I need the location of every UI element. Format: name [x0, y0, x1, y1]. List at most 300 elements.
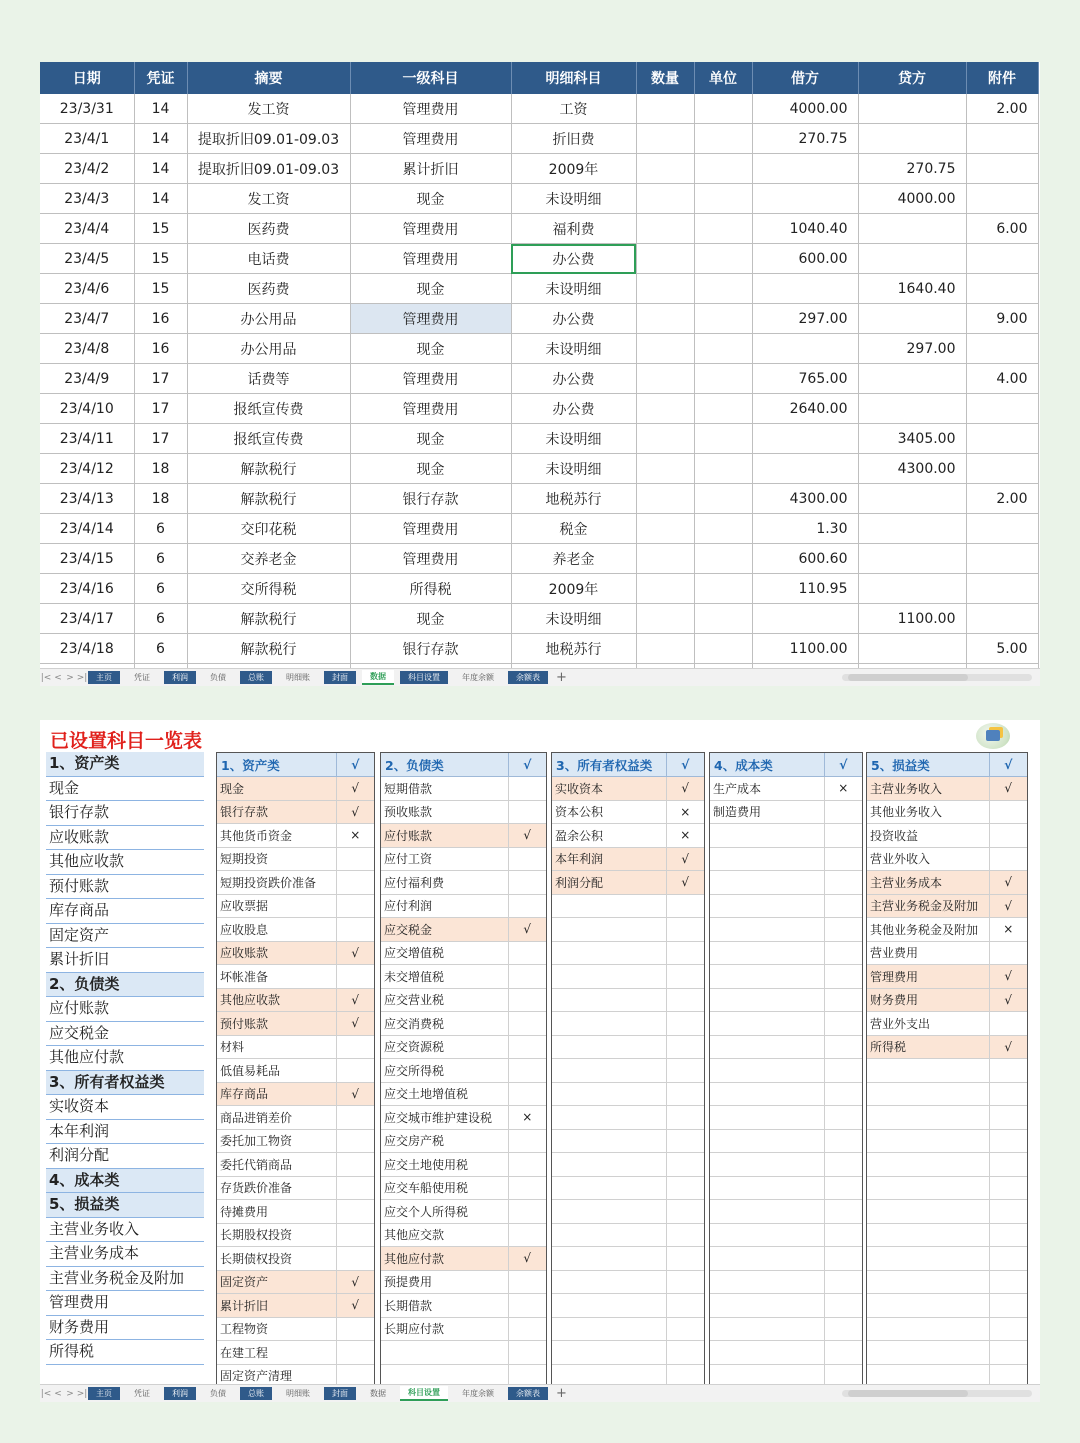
table-cell[interactable]: 270.75	[858, 154, 966, 184]
table-cell[interactable]: 6	[134, 514, 187, 544]
table-cell[interactable]: 办公费	[511, 304, 636, 334]
table-cell[interactable]	[694, 274, 752, 304]
table-cell[interactable]: 23/4/6	[40, 274, 134, 304]
table-cell[interactable]: 发工资	[187, 94, 350, 124]
subject-name-cell[interactable]	[867, 1223, 989, 1247]
subject-enabled-cell[interactable]	[508, 871, 546, 895]
subject-enabled-cell[interactable]	[666, 1176, 704, 1200]
table-cell[interactable]: 23/4/18	[40, 634, 134, 664]
table-cell[interactable]: 23/4/9	[40, 364, 134, 394]
table-cell[interactable]	[636, 244, 694, 274]
table-cell[interactable]: 解款税行	[187, 484, 350, 514]
sheet-nav-last-icon[interactable]: >|	[76, 1388, 88, 1399]
table-cell[interactable]: 累计折旧	[350, 154, 511, 184]
subject-enabled-cell[interactable]	[508, 847, 546, 871]
subject-enabled-cell[interactable]	[336, 1153, 374, 1177]
subject-name-cell[interactable]: 应交个人所得税	[381, 1200, 508, 1224]
subject-enabled-cell[interactable]	[824, 1035, 862, 1059]
subject-enabled-cell[interactable]	[824, 1129, 862, 1153]
table-cell[interactable]: 报纸宣传费	[187, 424, 350, 454]
subject-name-cell[interactable]: 委托代销商品	[217, 1153, 336, 1177]
table-cell[interactable]: 17	[134, 424, 187, 454]
table-cell[interactable]: 管理费用	[350, 544, 511, 574]
table-cell[interactable]	[966, 604, 1038, 634]
table-cell[interactable]: 6.00	[966, 214, 1038, 244]
subject-enabled-cell[interactable]	[989, 824, 1027, 848]
subject-enabled-cell[interactable]	[989, 1270, 1027, 1294]
subject-name-cell[interactable]: 管理费用	[867, 965, 989, 989]
table-cell[interactable]	[694, 184, 752, 214]
table-cell[interactable]	[694, 94, 752, 124]
subject-enabled-cell[interactable]	[824, 1294, 862, 1318]
subject-enabled-cell[interactable]	[824, 941, 862, 965]
table-cell[interactable]: 14	[134, 124, 187, 154]
subject-name-cell[interactable]	[867, 1059, 989, 1083]
subject-name-cell[interactable]	[552, 1364, 666, 1386]
table-cell[interactable]: 23/4/12	[40, 454, 134, 484]
table-cell[interactable]: 6	[134, 574, 187, 604]
table-cell[interactable]: 6	[134, 604, 187, 634]
subject-name-cell[interactable]: 短期投资	[217, 847, 336, 871]
table-cell[interactable]	[694, 124, 752, 154]
table-cell[interactable]	[694, 424, 752, 454]
top-sheet-tab[interactable]: 明细账	[286, 673, 310, 682]
subject-enabled-cell[interactable]	[989, 1223, 1027, 1247]
subject-name-cell[interactable]: 应交营业税	[381, 988, 508, 1012]
bottom-sheet-tab[interactable]: 凭证	[134, 1389, 150, 1398]
subject-name-cell[interactable]: 应交税金	[381, 918, 508, 942]
subject-enabled-cell[interactable]	[508, 1082, 546, 1106]
column-header[interactable]: 凭证	[134, 62, 187, 94]
table-cell[interactable]	[752, 424, 858, 454]
table-cell[interactable]: 医药费	[187, 214, 350, 244]
subject-enabled-cell[interactable]	[336, 1341, 374, 1365]
subject-enabled-cell[interactable]: ×	[824, 777, 862, 801]
sheet-nav-next-icon[interactable]: >	[66, 1388, 74, 1399]
top-sheet-tab[interactable]: 负债	[210, 673, 226, 682]
column-header[interactable]: 附件	[966, 62, 1038, 94]
subject-name-cell[interactable]: 长期借款	[381, 1294, 508, 1318]
subject-name-cell[interactable]	[552, 1317, 666, 1341]
subject-name-cell[interactable]	[710, 1012, 824, 1036]
table-cell[interactable]	[636, 604, 694, 634]
subject-enabled-cell[interactable]	[508, 800, 546, 824]
table-cell[interactable]: 银行存款	[350, 634, 511, 664]
subject-enabled-cell[interactable]	[666, 1035, 704, 1059]
subject-enabled-cell[interactable]	[508, 941, 546, 965]
subject-name-cell[interactable]: 应交资源税	[381, 1035, 508, 1059]
subject-name-cell[interactable]	[710, 1294, 824, 1318]
table-cell[interactable]	[636, 544, 694, 574]
subject-name-cell[interactable]: 预提费用	[381, 1270, 508, 1294]
table-cell[interactable]: 600.60	[752, 544, 858, 574]
subject-name-cell[interactable]: 坏帐准备	[217, 965, 336, 989]
table-cell[interactable]: 1640.40	[858, 274, 966, 304]
subject-name-cell[interactable]: 长期应付款	[381, 1317, 508, 1341]
subject-name-cell[interactable]	[710, 918, 824, 942]
subject-enabled-cell[interactable]	[989, 1059, 1027, 1083]
table-cell[interactable]: 未设明细	[511, 274, 636, 304]
table-cell[interactable]: 17	[134, 364, 187, 394]
subject-enabled-cell[interactable]: √	[508, 918, 546, 942]
subject-name-cell[interactable]	[552, 894, 666, 918]
subject-name-cell[interactable]	[552, 1176, 666, 1200]
table-cell[interactable]: 管理费用	[350, 364, 511, 394]
table-cell[interactable]: 23/4/17	[40, 604, 134, 634]
table-cell[interactable]: 1.30	[752, 514, 858, 544]
subject-name-cell[interactable]: 工程物资	[217, 1317, 336, 1341]
table-cell[interactable]: 4000.00	[752, 94, 858, 124]
subject-enabled-cell[interactable]	[824, 1176, 862, 1200]
table-cell[interactable]	[858, 544, 966, 574]
subject-enabled-cell[interactable]	[666, 1082, 704, 1106]
table-cell[interactable]: 医药费	[187, 274, 350, 304]
table-cell[interactable]	[694, 604, 752, 634]
subject-enabled-cell[interactable]: √	[336, 1082, 374, 1106]
table-cell[interactable]: 管理费用	[350, 394, 511, 424]
table-cell[interactable]	[636, 274, 694, 304]
add-sheet-button[interactable]: +	[556, 1386, 567, 1401]
subject-enabled-cell[interactable]	[824, 871, 862, 895]
table-cell[interactable]: 办公费	[511, 244, 636, 274]
subject-enabled-cell[interactable]: √	[336, 941, 374, 965]
bottom-sheet-tab[interactable]: 主页	[88, 1387, 120, 1400]
table-cell[interactable]: 297.00	[752, 304, 858, 334]
subject-enabled-cell[interactable]	[824, 1341, 862, 1365]
table-cell[interactable]	[752, 334, 858, 364]
subject-name-cell[interactable]: 资本公积	[552, 800, 666, 824]
table-cell[interactable]: 办公费	[511, 394, 636, 424]
subject-enabled-cell[interactable]	[508, 988, 546, 1012]
subject-enabled-cell[interactable]: √	[336, 1270, 374, 1294]
subject-enabled-cell[interactable]	[336, 847, 374, 871]
subject-enabled-cell[interactable]: √	[989, 988, 1027, 1012]
sheet-nav-first-icon[interactable]: |<	[40, 672, 52, 683]
subject-name-cell[interactable]	[552, 1341, 666, 1365]
subject-enabled-cell[interactable]	[824, 1059, 862, 1083]
table-cell[interactable]	[694, 484, 752, 514]
subject-name-cell[interactable]: 应收票据	[217, 894, 336, 918]
table-cell[interactable]: 提取折旧09.01-09.03	[187, 154, 350, 184]
subject-name-cell[interactable]: 材料	[217, 1035, 336, 1059]
sheet-nav-last-icon[interactable]: >|	[76, 672, 88, 683]
table-cell[interactable]	[694, 634, 752, 664]
subject-name-cell[interactable]: 应交消费税	[381, 1012, 508, 1036]
subject-enabled-cell[interactable]: √	[336, 1012, 374, 1036]
subject-name-cell[interactable]: 短期投资跌价准备	[217, 871, 336, 895]
subject-enabled-cell[interactable]	[336, 1364, 374, 1386]
subject-name-cell[interactable]: 存货跌价准备	[217, 1176, 336, 1200]
subject-name-cell[interactable]	[552, 941, 666, 965]
table-cell[interactable]: 6	[134, 634, 187, 664]
subject-enabled-cell[interactable]: √	[989, 871, 1027, 895]
subject-enabled-cell[interactable]: √	[989, 1035, 1027, 1059]
subject-enabled-cell[interactable]	[666, 1341, 704, 1365]
subject-name-cell[interactable]	[710, 1129, 824, 1153]
subject-enabled-cell[interactable]	[824, 988, 862, 1012]
subject-name-cell[interactable]: 主营业务收入	[867, 777, 989, 801]
subject-name-cell[interactable]: 生产成本	[710, 777, 824, 801]
table-cell[interactable]	[966, 454, 1038, 484]
subject-name-cell[interactable]: 应交所得税	[381, 1059, 508, 1083]
subject-name-cell[interactable]: 制造费用	[710, 800, 824, 824]
top-sheet-tab[interactable]: 总账	[240, 671, 272, 684]
subject-name-cell[interactable]	[710, 1317, 824, 1341]
column-header[interactable]: 明细科目	[511, 62, 636, 94]
subject-name-cell[interactable]	[710, 941, 824, 965]
subject-enabled-cell[interactable]	[336, 965, 374, 989]
subject-enabled-cell[interactable]	[336, 1317, 374, 1341]
table-cell[interactable]	[694, 304, 752, 334]
subject-enabled-cell[interactable]	[989, 847, 1027, 871]
bottom-sheet-tab[interactable]: 负债	[210, 1389, 226, 1398]
subject-name-cell[interactable]: 应收账款	[217, 941, 336, 965]
subject-name-cell[interactable]	[552, 1153, 666, 1177]
subject-enabled-cell[interactable]: ×	[666, 824, 704, 848]
subject-name-cell[interactable]: 主营业务成本	[867, 871, 989, 895]
bottom-sheet-tab[interactable]: 数据	[370, 1389, 386, 1398]
subject-enabled-cell[interactable]	[666, 1294, 704, 1318]
table-cell[interactable]: 1040.40	[752, 214, 858, 244]
subject-enabled-cell[interactable]	[508, 1200, 546, 1224]
subject-enabled-cell[interactable]: √	[666, 777, 704, 801]
table-cell[interactable]: 未设明细	[511, 604, 636, 634]
table-cell[interactable]	[858, 124, 966, 154]
subject-name-cell[interactable]	[867, 1247, 989, 1271]
table-cell[interactable]: 折旧费	[511, 124, 636, 154]
subject-enabled-cell[interactable]	[989, 1129, 1027, 1153]
subject-enabled-cell[interactable]	[508, 1341, 546, 1365]
sheet-nav-next-icon[interactable]: >	[66, 672, 74, 683]
subject-enabled-cell[interactable]	[989, 1317, 1027, 1341]
subject-name-cell[interactable]: 长期债权投资	[217, 1247, 336, 1271]
subject-name-cell[interactable]: 应交增值税	[381, 941, 508, 965]
subject-enabled-cell[interactable]	[508, 1270, 546, 1294]
table-cell[interactable]: 1100.00	[752, 634, 858, 664]
subject-name-cell[interactable]: 主营业务税金及附加	[867, 894, 989, 918]
subject-name-cell[interactable]: 其他应交款	[381, 1223, 508, 1247]
subject-name-cell[interactable]: 低值易耗品	[217, 1059, 336, 1083]
subject-name-cell[interactable]: 应交车船使用税	[381, 1176, 508, 1200]
subject-enabled-cell[interactable]	[824, 1200, 862, 1224]
top-sheet-tab[interactable]: 数据	[362, 670, 394, 685]
subject-name-cell[interactable]	[710, 1223, 824, 1247]
subject-name-cell[interactable]	[552, 1294, 666, 1318]
table-cell[interactable]: 23/4/1	[40, 124, 134, 154]
subject-name-cell[interactable]: 应付工资	[381, 847, 508, 871]
table-cell[interactable]: 23/4/2	[40, 154, 134, 184]
table-cell[interactable]	[966, 154, 1038, 184]
table-cell[interactable]	[636, 334, 694, 364]
subject-name-cell[interactable]: 财务费用	[867, 988, 989, 1012]
subject-name-cell[interactable]	[552, 1200, 666, 1224]
subject-name-cell[interactable]: 其他应付款	[381, 1247, 508, 1271]
table-cell[interactable]: 现金	[350, 604, 511, 634]
table-cell[interactable]	[858, 514, 966, 544]
table-cell[interactable]	[966, 574, 1038, 604]
subject-enabled-cell[interactable]	[508, 1176, 546, 1200]
table-cell[interactable]	[636, 514, 694, 544]
table-cell[interactable]	[636, 394, 694, 424]
top-sheet-tab[interactable]: 主页	[88, 671, 120, 684]
column-header[interactable]: 贷方	[858, 62, 966, 94]
subject-enabled-cell[interactable]	[666, 1270, 704, 1294]
column-header[interactable]: 一级科目	[350, 62, 511, 94]
table-cell[interactable]: 现金	[350, 334, 511, 364]
subject-name-cell[interactable]	[710, 824, 824, 848]
subject-enabled-cell[interactable]	[989, 1341, 1027, 1365]
subject-enabled-cell[interactable]	[508, 1223, 546, 1247]
subject-enabled-cell[interactable]	[666, 1247, 704, 1271]
table-cell[interactable]: 解款税行	[187, 634, 350, 664]
subject-name-cell[interactable]	[710, 1247, 824, 1271]
table-cell[interactable]	[966, 334, 1038, 364]
bottom-sheet-tab[interactable]: 余额表	[508, 1387, 548, 1400]
subject-enabled-cell[interactable]	[666, 1317, 704, 1341]
subject-enabled-cell[interactable]	[336, 1176, 374, 1200]
subject-enabled-cell[interactable]	[824, 1153, 862, 1177]
table-cell[interactable]	[966, 274, 1038, 304]
add-sheet-button[interactable]: +	[556, 670, 567, 685]
table-cell[interactable]: 银行存款	[350, 484, 511, 514]
bottom-sheet-tab[interactable]: 利润	[164, 1387, 196, 1400]
table-cell[interactable]: 管理费用	[350, 304, 511, 334]
table-cell[interactable]: 110.95	[752, 574, 858, 604]
table-cell[interactable]: 4.00	[966, 364, 1038, 394]
subject-name-cell[interactable]	[552, 1223, 666, 1247]
table-cell[interactable]: 未设明细	[511, 334, 636, 364]
table-cell[interactable]: 所得税	[350, 574, 511, 604]
table-cell[interactable]	[858, 94, 966, 124]
table-cell[interactable]: 1100.00	[858, 604, 966, 634]
subject-enabled-cell[interactable]	[508, 1153, 546, 1177]
subject-name-cell[interactable]	[710, 1200, 824, 1224]
table-cell[interactable]	[752, 274, 858, 304]
subject-name-cell[interactable]	[867, 1082, 989, 1106]
subject-enabled-cell[interactable]	[666, 1200, 704, 1224]
subject-name-cell[interactable]	[552, 1247, 666, 1271]
subject-enabled-cell[interactable]: √	[989, 894, 1027, 918]
subject-name-cell[interactable]: 应收股息	[217, 918, 336, 942]
table-cell[interactable]	[694, 154, 752, 184]
table-cell[interactable]	[858, 214, 966, 244]
subject-name-cell[interactable]	[710, 1341, 824, 1365]
top-sheet-tab[interactable]: 封面	[324, 671, 356, 684]
subject-enabled-cell[interactable]	[336, 1247, 374, 1271]
table-cell[interactable]: 23/4/10	[40, 394, 134, 424]
subject-enabled-cell[interactable]	[508, 1059, 546, 1083]
table-cell[interactable]: 现金	[350, 454, 511, 484]
table-cell[interactable]: 办公用品	[187, 304, 350, 334]
subject-name-cell[interactable]: 待摊费用	[217, 1200, 336, 1224]
subject-enabled-cell[interactable]	[666, 918, 704, 942]
category-check-mark[interactable]: √	[336, 753, 374, 777]
subject-name-cell[interactable]	[710, 965, 824, 989]
subject-name-cell[interactable]	[710, 1059, 824, 1083]
table-cell[interactable]	[858, 394, 966, 424]
table-cell[interactable]	[694, 544, 752, 574]
table-cell[interactable]: 15	[134, 214, 187, 244]
subject-name-cell[interactable]: 预收账款	[381, 800, 508, 824]
table-cell[interactable]: 18	[134, 454, 187, 484]
subject-name-cell[interactable]	[867, 1153, 989, 1177]
table-cell[interactable]	[858, 574, 966, 604]
table-cell[interactable]	[636, 364, 694, 394]
table-cell[interactable]: 交所得税	[187, 574, 350, 604]
subject-name-cell[interactable]: 累计折旧	[217, 1294, 336, 1318]
table-cell[interactable]: 9.00	[966, 304, 1038, 334]
subject-enabled-cell[interactable]	[989, 1364, 1027, 1386]
subject-name-cell[interactable]	[710, 1106, 824, 1130]
subject-enabled-cell[interactable]	[824, 800, 862, 824]
bottom-sheet-tab[interactable]: 总账	[240, 1387, 272, 1400]
table-cell[interactable]: 23/4/8	[40, 334, 134, 364]
subject-enabled-cell[interactable]	[336, 871, 374, 895]
subject-name-cell[interactable]	[710, 1270, 824, 1294]
table-cell[interactable]	[752, 454, 858, 484]
table-cell[interactable]	[858, 364, 966, 394]
subject-enabled-cell[interactable]	[508, 1364, 546, 1386]
table-cell[interactable]: 解款税行	[187, 454, 350, 484]
table-cell[interactable]: 297.00	[858, 334, 966, 364]
column-header[interactable]: 日期	[40, 62, 134, 94]
bottom-sheet-tab[interactable]: 科目设置	[400, 1386, 448, 1401]
table-cell[interactable]	[636, 124, 694, 154]
table-cell[interactable]	[694, 214, 752, 244]
subject-enabled-cell[interactable]	[824, 1317, 862, 1341]
table-cell[interactable]: 23/4/14	[40, 514, 134, 544]
table-cell[interactable]: 管理费用	[350, 514, 511, 544]
table-cell[interactable]: 工资	[511, 94, 636, 124]
table-cell[interactable]: 办公费	[511, 364, 636, 394]
subject-name-cell[interactable]: 长期股权投资	[217, 1223, 336, 1247]
table-cell[interactable]: 2.00	[966, 484, 1038, 514]
subject-enabled-cell[interactable]: ×	[989, 918, 1027, 942]
table-cell[interactable]: 管理费用	[350, 124, 511, 154]
subject-name-cell[interactable]: 营业外收入	[867, 847, 989, 871]
subject-enabled-cell[interactable]	[824, 847, 862, 871]
table-cell[interactable]: 未设明细	[511, 424, 636, 454]
subject-enabled-cell[interactable]	[508, 965, 546, 989]
subject-name-cell[interactable]	[867, 1341, 989, 1365]
table-cell[interactable]: 15	[134, 274, 187, 304]
table-cell[interactable]: 发工资	[187, 184, 350, 214]
table-cell[interactable]: 23/4/13	[40, 484, 134, 514]
bottom-sheet-tab[interactable]: 年度余额	[462, 1389, 494, 1398]
subject-name-cell[interactable]: 应交土地增值税	[381, 1082, 508, 1106]
subject-enabled-cell[interactable]: √	[336, 988, 374, 1012]
subject-enabled-cell[interactable]	[508, 894, 546, 918]
column-header[interactable]: 摘要	[187, 62, 350, 94]
subject-enabled-cell[interactable]	[666, 988, 704, 1012]
table-cell[interactable]	[636, 484, 694, 514]
table-cell[interactable]: 23/4/4	[40, 214, 134, 244]
subject-enabled-cell[interactable]: √	[336, 1294, 374, 1318]
subject-enabled-cell[interactable]: ×	[666, 800, 704, 824]
subject-name-cell[interactable]	[710, 1176, 824, 1200]
subject-enabled-cell[interactable]	[336, 1129, 374, 1153]
table-cell[interactable]: 管理费用	[350, 244, 511, 274]
subject-enabled-cell[interactable]	[508, 1294, 546, 1318]
subject-name-cell[interactable]: 利润分配	[552, 871, 666, 895]
sheet-nav-prev-icon[interactable]: <	[54, 672, 62, 683]
subject-enabled-cell[interactable]	[666, 1106, 704, 1130]
table-cell[interactable]: 23/4/15	[40, 544, 134, 574]
subject-enabled-cell[interactable]	[508, 777, 546, 801]
column-header[interactable]: 数量	[636, 62, 694, 94]
table-cell[interactable]: 2009年	[511, 154, 636, 184]
table-cell[interactable]	[858, 304, 966, 334]
